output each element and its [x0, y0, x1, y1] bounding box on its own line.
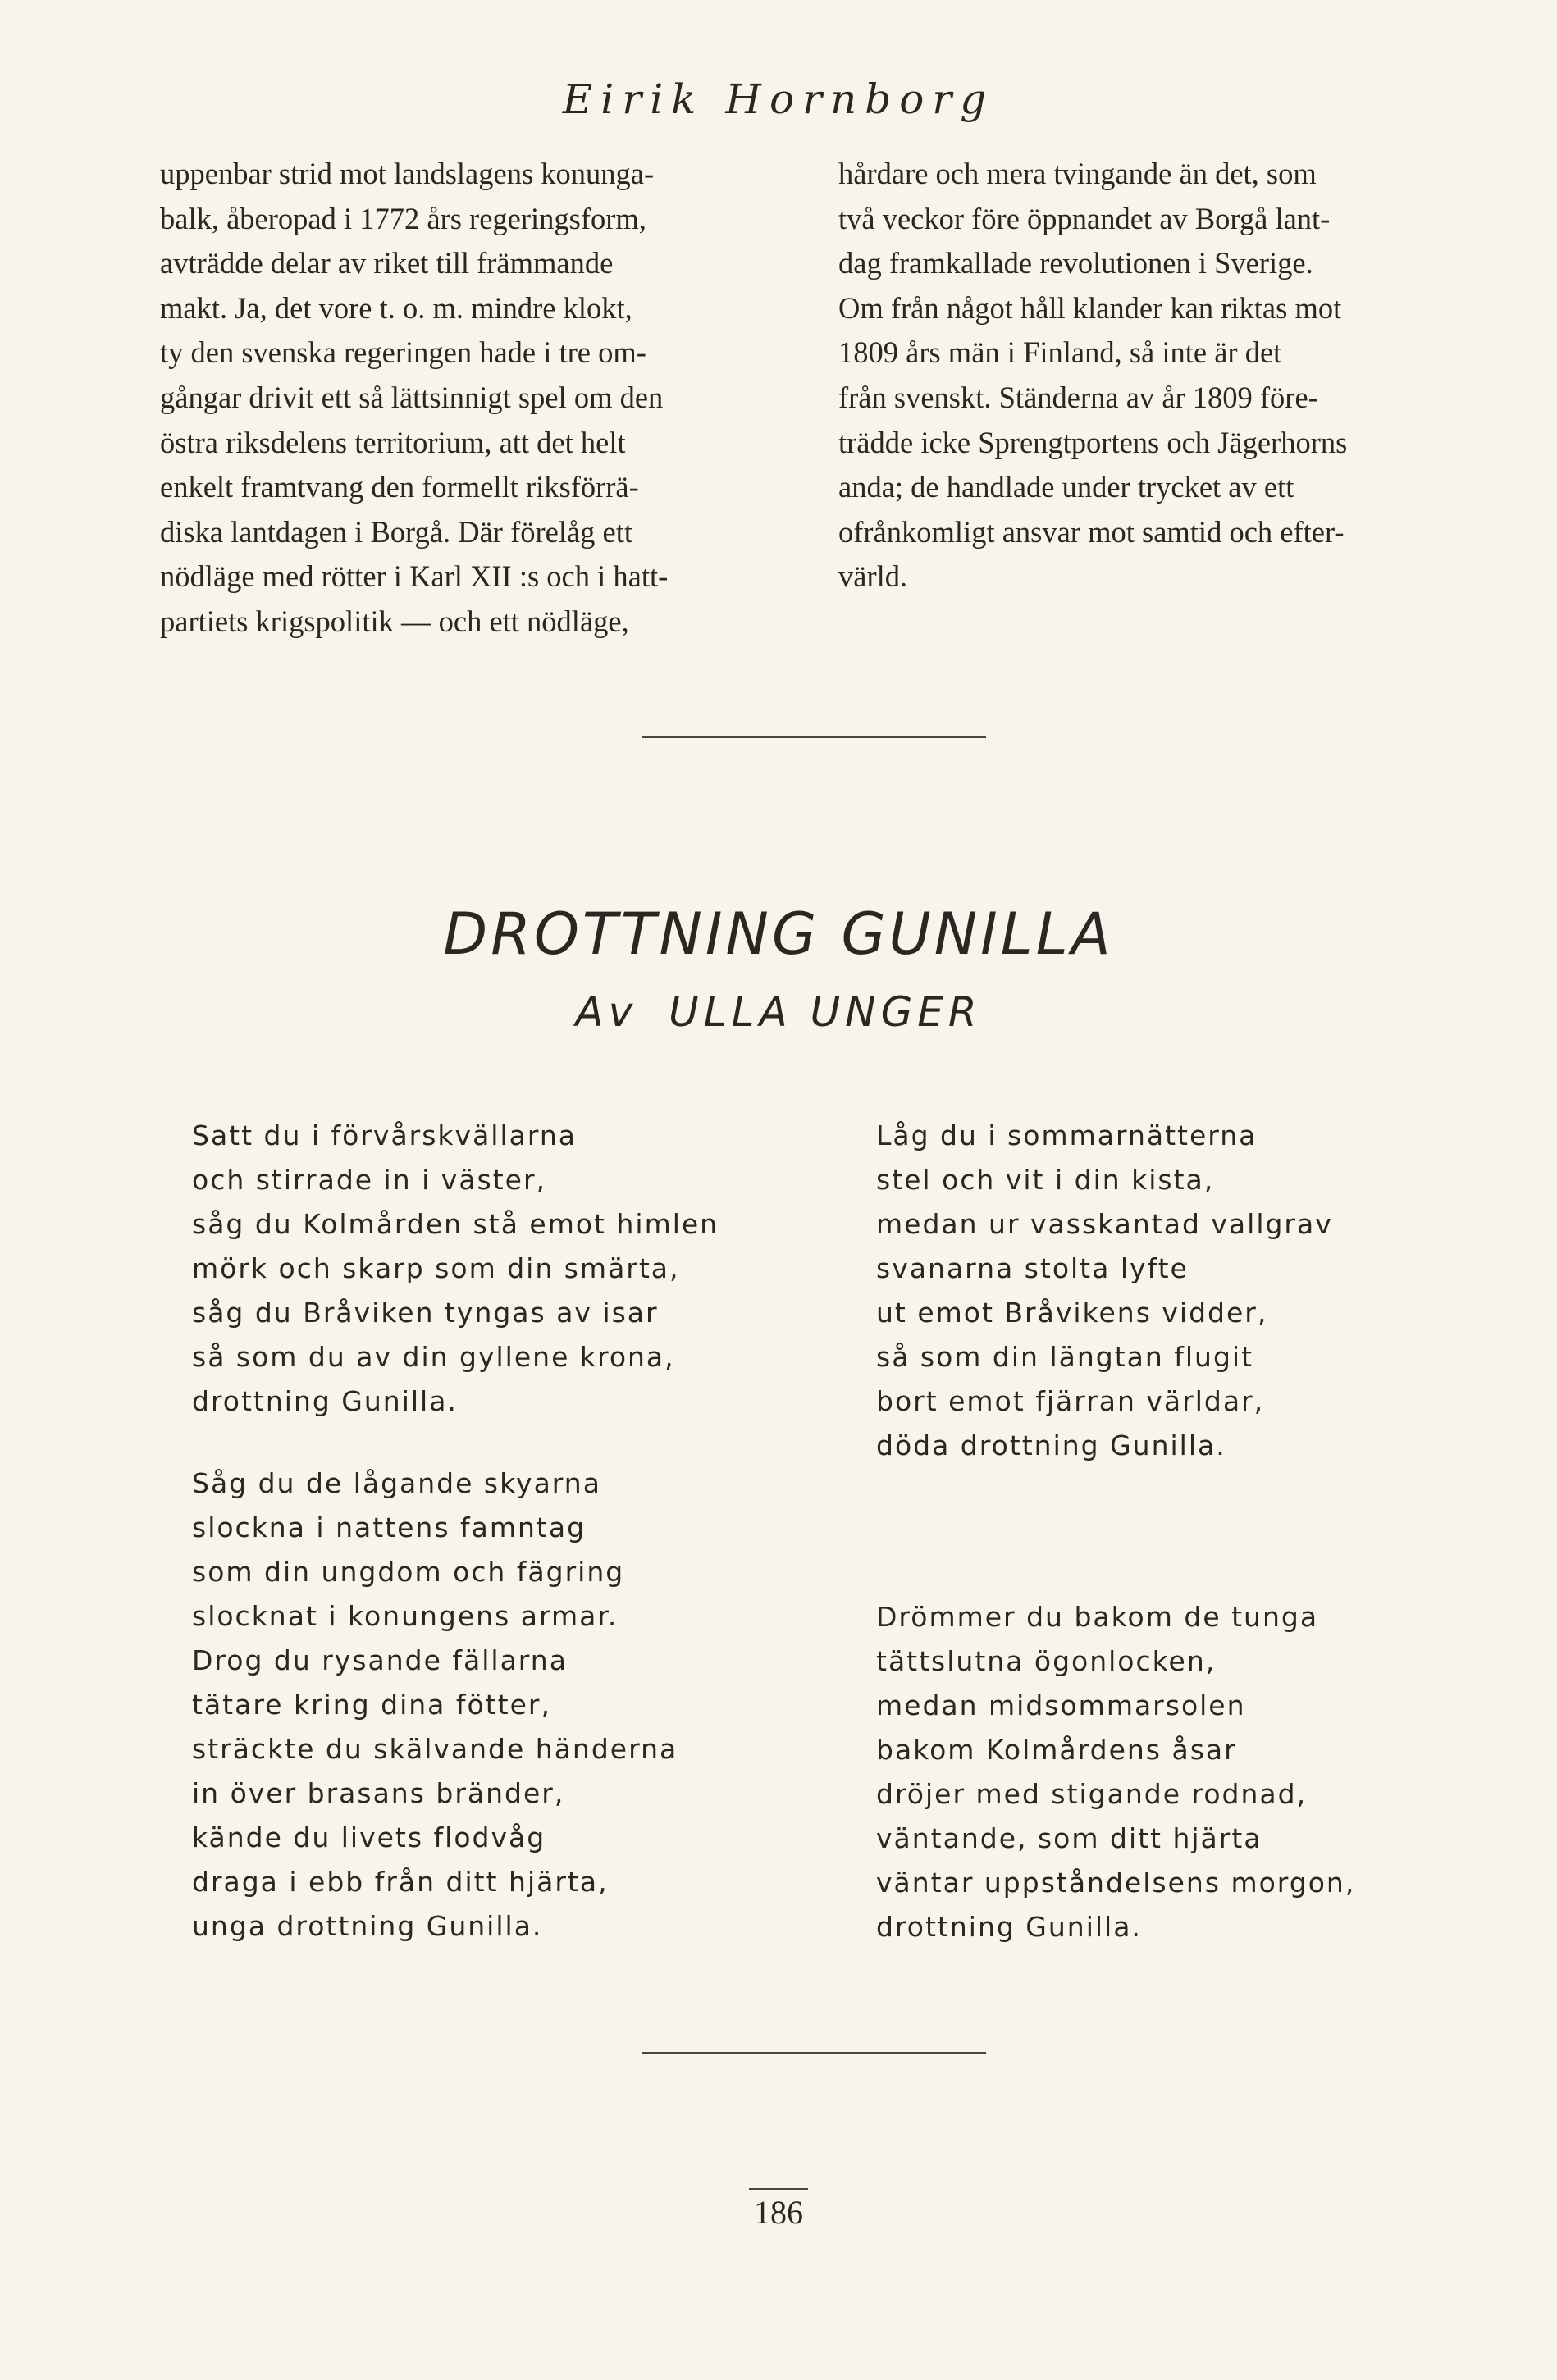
poem-title: DROTTNING GUNILLA	[443, 900, 1114, 968]
poem-author: ULLA UNGER	[669, 988, 982, 1036]
prose-line: gångar drivit ett så lättsinnigt spel om den	[160, 380, 664, 414]
verse-line: unga drottning Gunilla.	[192, 1910, 543, 1942]
prose-column-left	[160, 152, 816, 645]
verse-line: Såg du de lågande skyarna	[192, 1467, 601, 1499]
prose-column-right	[838, 152, 1495, 600]
page-number	[0, 2188, 1557, 2232]
verse-line: väntar uppståndelsens morgon,	[876, 1867, 1356, 1899]
verse-line: så som du av din gyllene krona,	[192, 1341, 675, 1373]
verse-line: medan midsommarsolen	[876, 1689, 1246, 1721]
prose-line: östra riksdelens territorium, att det helt	[160, 425, 626, 459]
stanza	[192, 1114, 815, 1424]
prose-line: trädde icke Sprengtportens och Jägerhorns	[838, 425, 1348, 459]
verse-line: draga i ebb från ditt hjärta,	[192, 1866, 609, 1898]
byline-prefix: Av	[575, 988, 638, 1036]
verse-line: ut emot Bråvikens vidder,	[876, 1297, 1268, 1329]
verse-line: Satt du i förvårskvällarna	[192, 1119, 577, 1151]
verse-line: stel och vit i din kista,	[876, 1164, 1215, 1196]
prose-line: från svenskt. Ständerna av år 1809 före-	[838, 380, 1318, 414]
running-head: Eirik Hornborg	[562, 75, 995, 123]
prose-line: dag framkallade revolutionen i Sverige.	[838, 246, 1313, 280]
verse-line: in över brasans bränder,	[192, 1777, 565, 1809]
prose-line: hårdare och mera tvingande än det, som	[838, 157, 1317, 190]
section-divider-bottom	[642, 2052, 986, 2054]
prose-line: diska lantdagen i Borgå. Där förelåg ett	[160, 514, 633, 549]
verse-line: som din ungdom och fägring	[192, 1556, 625, 1588]
prose-line: ofrånkomligt ansvar mot samtid och efter-	[838, 514, 1345, 549]
verse-line: Drog du rysande fällarna	[192, 1644, 568, 1676]
prose-line: två veckor före öppnandet av Borgå lant-	[838, 201, 1331, 235]
verse-line: medan ur vasskantad vallgrav	[876, 1208, 1333, 1240]
stanza	[876, 1114, 1500, 1468]
verse-line: och stirrade in i väster,	[192, 1164, 547, 1196]
prose-line: partiets krigspolitik — och ett nödläge,	[160, 604, 629, 638]
prose-line: Om från något håll klander kan riktas mot	[838, 290, 1342, 325]
prose-line: anda; de handlade under trycket av ett	[838, 470, 1294, 504]
verse-line: Låg du i sommarnätterna	[876, 1119, 1258, 1151]
verse-line: tättslutna ögonlocken,	[876, 1645, 1217, 1677]
section-divider-top	[642, 736, 986, 738]
prose-line: värld.	[838, 559, 908, 594]
poem-byline	[0, 988, 1557, 1036]
stanza	[876, 1595, 1500, 1949]
prose-line: enkelt framtvang den formellt riksförrä-	[160, 470, 639, 504]
verse-line: drottning Gunilla.	[876, 1911, 1142, 1943]
verse-line: döda drottning Gunilla.	[876, 1429, 1226, 1461]
verse-line: drottning Gunilla.	[192, 1385, 458, 1417]
prose-line: ty den svenska regeringen hade i tre om-	[160, 335, 646, 370]
verse-line: dröjer med stigande rodnad,	[876, 1778, 1308, 1810]
prose-line: 1809 års män i Finland, så inte är det	[838, 335, 1282, 370]
verse-line: såg du Kolmården stå emot himlen	[192, 1208, 719, 1240]
prose-line: uppenbar strid mot landslagens konunga-	[160, 157, 655, 190]
stanza	[192, 1461, 815, 1949]
verse-line: bort emot fjärran världar,	[876, 1385, 1265, 1417]
verse-line: slockna i nattens famntag	[192, 1511, 587, 1543]
verse-line: såg du Bråviken tyngas av isar	[192, 1297, 659, 1329]
verse-line: slocknat i konungens armar.	[192, 1600, 619, 1632]
page-number-text: 186	[749, 2188, 808, 2232]
prose-line: avträdde delar av riket till främmande	[160, 246, 614, 280]
verse-line: så som din längtan flugit	[876, 1341, 1254, 1373]
verse-line: svanarna stolta lyfte	[876, 1252, 1189, 1284]
prose-line: nödläge med rötter i Karl XII :s och i hatt-	[160, 559, 669, 594]
prose-line: makt. Ja, det vore t. o. m. mindre klokt,	[160, 290, 632, 325]
verse-line: sträckte du skälvande händerna	[192, 1733, 678, 1765]
prose-line: balk, åberopad i 1772 års regeringsform,	[160, 201, 646, 235]
verse-line: mörk och skarp som din smärta,	[192, 1252, 680, 1284]
verse-line: tätare kring dina fötter,	[192, 1689, 551, 1721]
verse-line: Drömmer du bakom de tunga	[876, 1601, 1319, 1633]
verse-line: väntande, som ditt hjärta	[876, 1822, 1262, 1854]
verse-line: bakom Kolmårdens åsar	[876, 1734, 1237, 1766]
verse-line: kände du livets flodvåg	[192, 1821, 546, 1853]
